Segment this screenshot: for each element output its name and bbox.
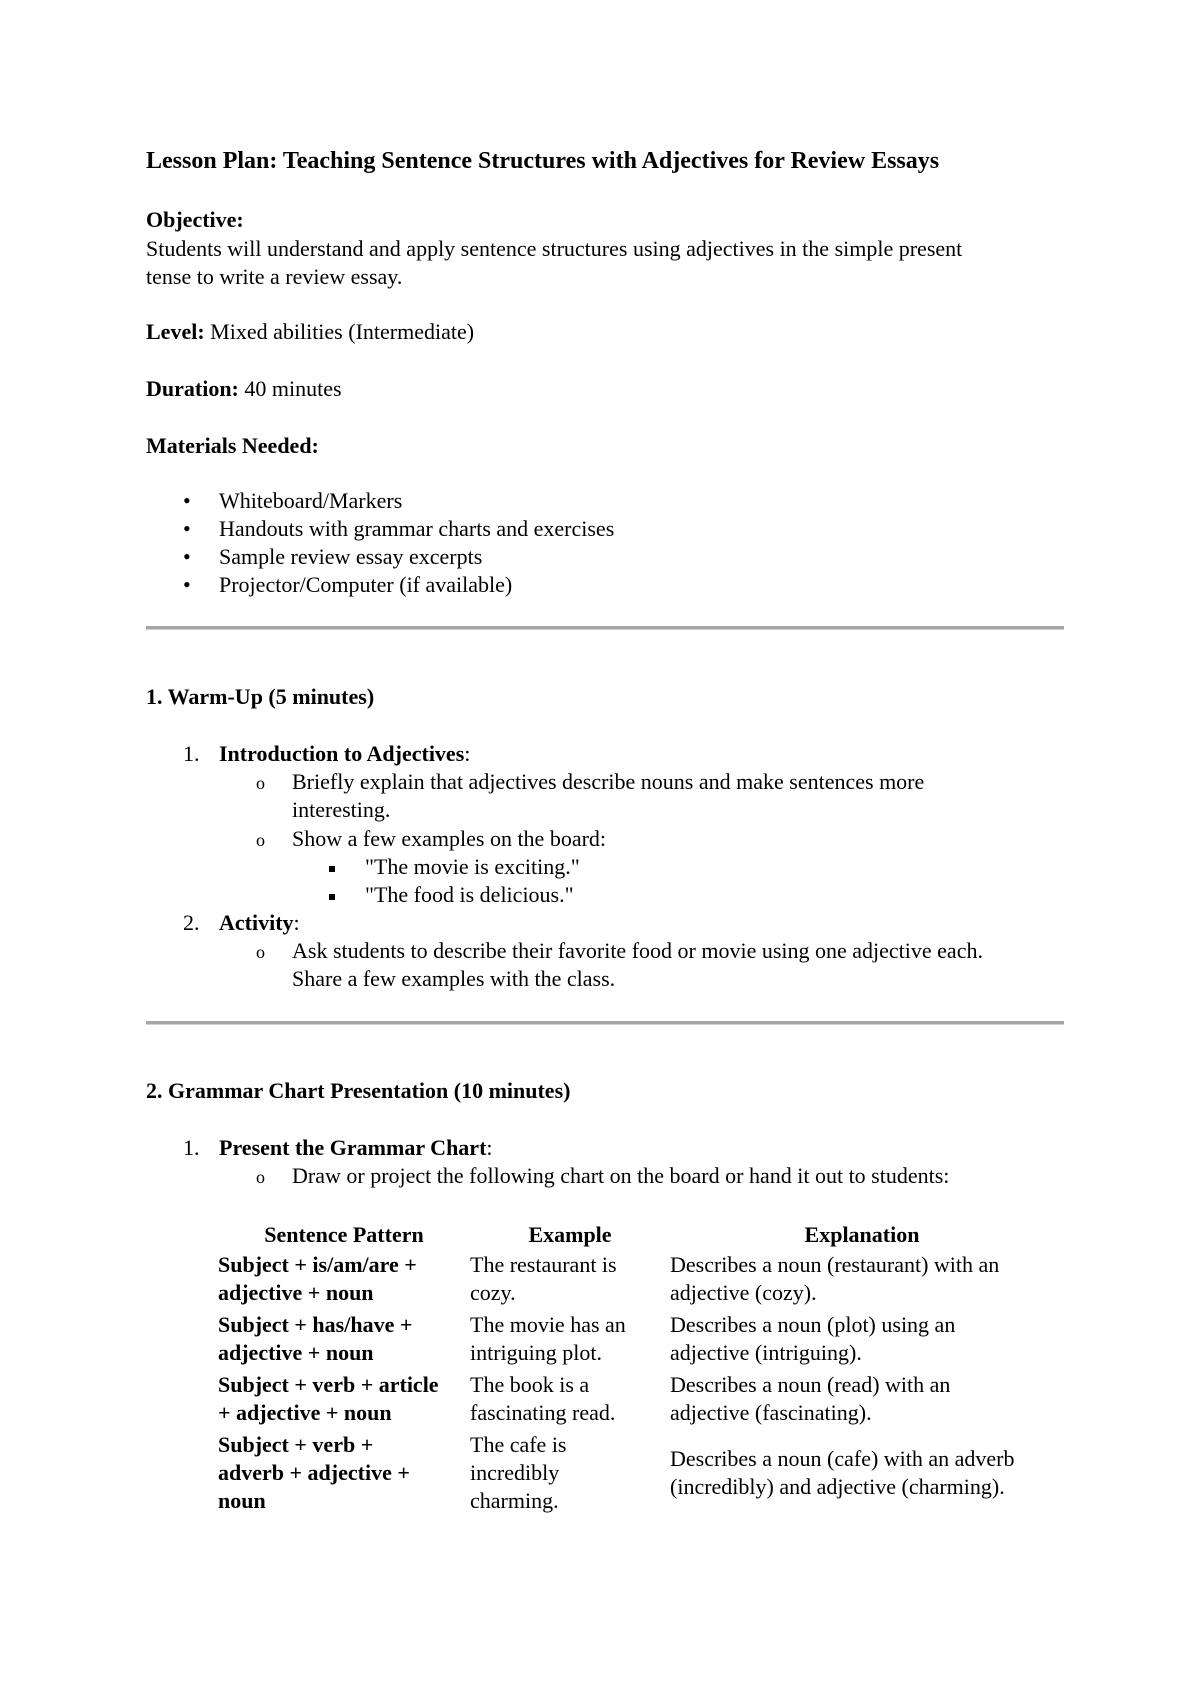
example-cell: The restaurant is cozy. [470, 1252, 617, 1305]
sub-bullet-marker: o [256, 830, 265, 850]
section-grammar-title: 2. Grammar Chart Presentation (10 minutes) [146, 1078, 571, 1103]
table-row [218, 1431, 1054, 1519]
table-row [218, 1251, 1054, 1311]
list-item: • Whiteboard/Markers [146, 487, 614, 515]
level-value: Mixed abilities (Intermediate) [204, 319, 475, 344]
horizontal-rule [146, 1021, 1064, 1025]
explanation-cell: Describes a noun (plot) using an adjective (intriguing). [670, 1312, 956, 1365]
objective-text [146, 235, 1066, 291]
list-item: • Projector/Computer (if available) [146, 571, 614, 599]
sub-item: Briefly explain that adjectives describe nouns and make sentences more interesting. [292, 769, 925, 822]
sub-item: Draw or project the following chart on the board or hand it out to students: [292, 1163, 950, 1188]
page-title: Lesson Plan: Teaching Sentence Structures with Adjectives for Review Essays [146, 148, 940, 174]
step-intro-adjectives: Introduction to Adjectives: [219, 741, 471, 766]
square-bullet-icon [329, 866, 335, 872]
pattern-cell: Subject + verb + adverb + adjective + noun [218, 1432, 410, 1513]
step-label: Activity [219, 910, 294, 935]
step-activity: Activity: [219, 910, 300, 935]
example-item: "The movie is exciting." [365, 854, 580, 879]
pattern-cell: Subject + is/am/are + adjective + noun [218, 1252, 417, 1305]
step-grammar-chart: Present the Grammar Chart: [219, 1135, 493, 1160]
sub-bullet-marker: o [256, 942, 265, 962]
explanation-cell: Describes a noun (read) with an adjective (fascinating). [670, 1372, 951, 1425]
duration-label: Duration: [146, 376, 239, 401]
explanation-cell: Describes a noun (cafe) with an adverb (incredibly) and adjective (charming). [670, 1446, 1015, 1499]
example-cell: The book is a fascinating read. [470, 1372, 616, 1425]
section-warmup-title: 1. Warm-Up (5 minutes) [146, 684, 375, 709]
explanation-cell: Describes a noun (restaurant) with an adjective (cozy). [670, 1252, 1000, 1305]
sub-bullet-marker: o [256, 1167, 265, 1187]
sub-item: Show a few examples on the board: [292, 826, 607, 851]
sub-item: Ask students to describe their favorite food or movie using one adjective each. Share a few examples with the class. [292, 938, 983, 991]
table-header-row [218, 1221, 1054, 1251]
list-item: • Sample review essay excerpts [146, 543, 614, 571]
pattern-cell: Subject + has/have + adjective + noun [218, 1312, 413, 1365]
grammar-chart-table [218, 1221, 1054, 1519]
table-row [218, 1311, 1054, 1371]
materials-label: Materials Needed: [146, 433, 319, 458]
square-bullet-icon [329, 894, 335, 900]
step-label: Present the Grammar Chart [219, 1135, 487, 1160]
objective-line-1: Students will understand and apply sentence structures using adjectives in the simple present [146, 236, 963, 261]
level-row [146, 318, 474, 346]
sub-bullet-marker: o [256, 773, 265, 793]
pattern-cell: Subject + verb + article + adjective + noun [218, 1372, 439, 1425]
horizontal-rule [146, 626, 1064, 630]
level-label: Level: [146, 319, 205, 344]
step-number: 1. [183, 741, 200, 766]
duration-row [146, 375, 342, 403]
header-explanation: Explanation [804, 1222, 920, 1247]
duration-value: 40 minutes [238, 376, 342, 401]
objective-line-2: tense to write a review essay. [146, 264, 403, 289]
list-item: • Handouts with grammar charts and exercises [146, 515, 614, 543]
header-sentence-pattern: Sentence Pattern [264, 1222, 424, 1247]
step-label: Introduction to Adjectives [219, 741, 465, 766]
step-number: 2. [183, 910, 200, 935]
step-number: 1. [183, 1135, 200, 1160]
example-item: "The food is delicious." [365, 882, 574, 907]
table-row [218, 1371, 1054, 1431]
header-example: Example [528, 1222, 612, 1247]
objective-label: Objective: [146, 207, 244, 232]
materials-list [146, 487, 614, 599]
example-cell: The cafe is incredibly charming. [470, 1432, 567, 1513]
example-cell: The movie has an intriguing plot. [470, 1312, 626, 1365]
